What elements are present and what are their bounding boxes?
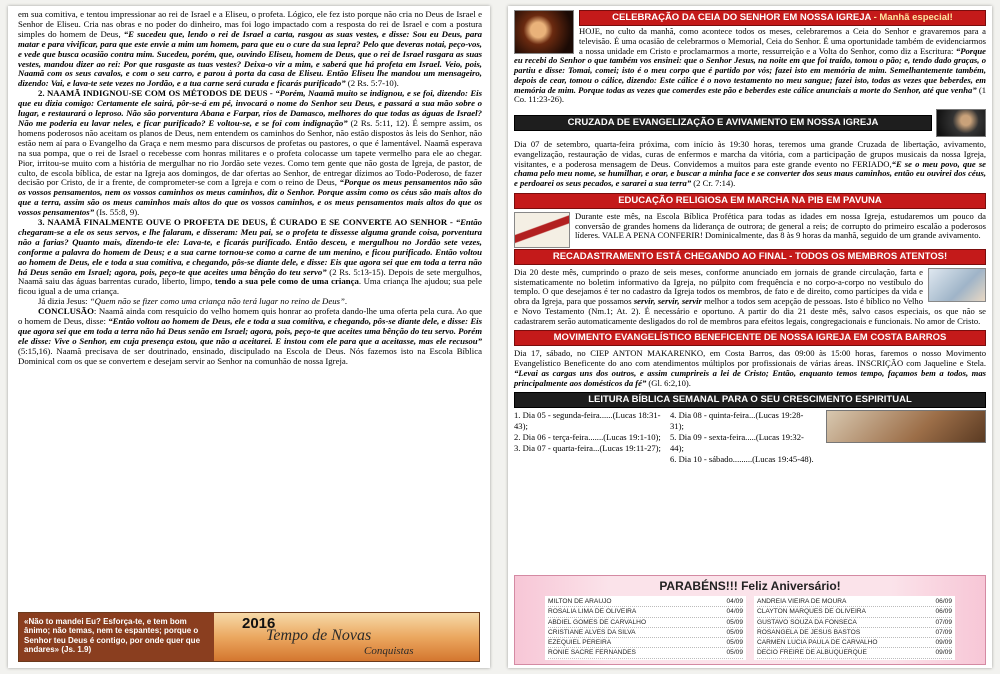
motto-banner <box>18 612 480 662</box>
sermon-point-3: 3. NAAMÃ FINALMENTE OUVE O PROFETA DE DEUS, É CURADO E SE CONVERTE AO SENHOR - “Então chegaram-se a ele os seus servos, e lhe falaram, e disseram: Meu pai, se o profeta te dissesse alguma grande coisa, porventura não a farias? Quanto mais, dizendo-te ele: Lava-te, e ficarás purificado. Então desceu, e mergulhou no Jordão sete vezes, conforme a palavra do homem de Deus; e a sua carne tornou-se como a carne de um menino, e ficou purificado. Então voltou ao homem de Deus, ele e toda a sua comitiva, e chegando, pôs-se diante dele, e disse: Eis que agora sei que em toda a terra não há Deus senão em Israel; agora, pois, peço-te que aceites uma bênção do teu servo” (2 Rs. 5:13-15). Depois de sete mergulhos, Naamã saiu das águas barrentas curado, liberto, limpo, tendo a sua pele como de uma criança. Uma criança lhe ajudou; sua pele ficou igual a de uma criança. <box>18 217 482 297</box>
jesus-quote: Já dizia Jesus: “Quem não se fizer como uma criança não terá lugar no reino de Deus”. <box>38 296 348 307</box>
reading-item: 4. Dia 08 - quinta-feira...(Lucas 19:28-31); <box>670 410 804 432</box>
cruzada-text: Dia 07 de setembro, quarta-feira próxima, com início às 19:30 horas, teremos uma grande Cruzada de libertação, avivamento, evangelização, restauração de vidas, curas de enfermos e marcha da vitória, com a participação de grupos musicais da nossa Igreja, visitantes, e a poderosa mensagem de Deus. Convidemos a muitos para este grande evento no FERIADO,“E se o meu povo, que se chama pelo meu nome, se humilhar, e orar, e buscar a minha face e se converter dos seus maus caminhos, então eu ouvirei dos céus, e perdoarei os seus pecados, e sararei a sua terra” (2 Cr. 7:14). <box>514 139 986 188</box>
preacher-image <box>936 109 986 137</box>
banner-verse: «Não to mandei Eu? Esforça-te, e tem bom ânimo; não temas, nem te espantes; porque o Senhor teu Deus é contigo, por onde quer que andares» (Js. 1.9) <box>19 613 214 661</box>
reading-item: 6. Dia 10 - sábado.........(Lucas 19:45-48). <box>670 454 814 465</box>
sermon-conclusion: CONCLUSÃO: Naamã ainda com resquício do velho homem quis honrar ao profeta dando-lhe uma oferta pela cura. Ao que o homem de Deus, disse: “Então voltou ao homem de Deus, ele e toda a sua comitiva, e chegando, pôs-se diante dele, e disse: Eis que agora sei que em toda a terra não há Deus senão em Israel; agora, pois, peço-te que aceites uma bênção do teu servo. Porém ele disse: Vive o Senhor, em cuja presença estou, que não a aceitarei. E instou com ele para que a aceitasse, mas ele recusou” (5:15,16). Naamã precisava de ser doutrinado, ensinado, discipulado na Escola de Deus. Nós fazemos isto na Escola Bíblica Dominical com os que se convertem e desejam servir ao Senhor na comunhão de nossa Igreja. <box>18 306 482 366</box>
birthday-row: ROSANGELA DE JESUS BASTOS 07/09 <box>757 628 952 638</box>
birthday-row: CARMEN LUCIA PAULA DE CARVALHO 09/09 <box>757 638 952 648</box>
banner-title: Tempo de Novas <box>266 627 372 644</box>
section-ceia <box>514 10 986 109</box>
section-recadastramento <box>514 249 986 331</box>
educacao-text: Durante este mês, na Escola Bíblica Profética para todas as idades em nossa Igreja, estudaremos um pouco da conversão de grandes homens da liderança de outrora; de general a reis; de corrupto do primeiro escalão a poderosos líderes. VALE A PENA CONFERIR! Dominicalmente, das 8 às 9 horas da manhã, seguido de um grande avivamento. <box>575 210 986 241</box>
birthday-row: CLAYTON MARQUES DE OLIVEIRA 06/09 <box>757 607 952 617</box>
reading-item: 5. Dia 09 - sexta-feira.....(Lucas 19:32-44); <box>670 432 804 454</box>
birthday-row: CRISTIANE ALVES DA SILVA 05/09 <box>548 628 743 638</box>
recadastramento-heading: RECADASTRAMENTO ESTÁ CHEGANDO AO FINAL - TODOS OS MEMBROS ATENTOS! <box>514 249 986 265</box>
banner-title-area <box>214 613 479 661</box>
birthday-row: GUSTAVO SOUZA DA FONSECA 07/09 <box>757 618 952 628</box>
reading-image <box>826 410 986 443</box>
reading-item: 2. Dia 06 - terça-feira.......(Lucas 19:1-10); <box>514 432 661 443</box>
movimento-text: Dia 17, sábado, no CIEP ANTON MAKARENKO, em Costa Barros, das 09:00 às 15:00 horas, faremos o nosso Movimento Evangelístico Beneficente do ano com atendimentos múltiplos por profissionais de várias áreas. INSCRIÇÃO com Jaqueline e Stela. “Levai as cargas uns dos outros, e assim cumprireis a lei de Cristo; Então, enquanto temos tempo, façamos bem a todos, mas principalmente aos domésticos da fé” (Gl. 6:2,10). <box>514 348 986 388</box>
birthday-row: ROSALIA LIMA DE OLIVEIRA 04/09 <box>548 607 743 617</box>
left-page <box>8 6 490 668</box>
reading-item: 1. Dia 05 - segunda-feira......(Lucas 18:31-43); <box>514 410 661 432</box>
birthday-row: ANDREIA VIEIRA DE MOURA 06/09 <box>757 597 952 607</box>
birthday-list-right <box>754 596 955 660</box>
point-3-heading: 3. NAAMÃ FINALMENTE OUVE O PROFETA DE DEUS, É CURADO E SE CONVERTE AO SENHOR <box>38 217 448 228</box>
birthday-title: PARABÉNS!!! Feliz Aniversário! <box>659 579 841 593</box>
bible-image <box>514 212 570 248</box>
right-page <box>508 6 992 668</box>
form-image <box>928 268 986 302</box>
ceia-text: HOJE, no culto da manhã, como acontece todos os meses, celebraremos a Ceia do Senhor e gravaremos para a televisão. É uma ocasião de celebrarmos o Memorial, Ceia do Senhor. É uma oportunidade também de evidenciarmos a nossa unidade em Cristo e proclamarmos a morte, ressurreição e a Volta do Senhor, como diz a Escritura: “Porque eu recebi do Senhor o que também vos ensinei: que o Senhor Jesus, na noite em que foi traído, tomou o pão; e, tendo dado graças, o partiu e disse: Tomai, comei; isto é o meu corpo que é partido por vós; fazei isto em memória de mim. Semelhantemente também, depois de cear, tomou o cálice, dizendo: Este cálice é o novo testamento no meu sangue; fazei isto, todas as vezes que beberdes, em memória de mim. Porque todas as vezes que comerdes este pão e beberdes este cálice anunciais a morte do Senhor, até que venha” (1 Co. 11:23-26). <box>514 26 986 105</box>
birthday-row: ABDIEL GOMES DE CARVALHO 05/09 <box>548 618 743 628</box>
movimento-heading: MOVIMENTO EVANGELÍSTICO BENEFICENTE DE NOSSA IGREJA EM COSTA BARROS <box>514 330 986 346</box>
cruzada-heading: CRUZADA DE EVANGELIZAÇÃO E AVIVAMENTO EM NOSSA IGREJA <box>514 115 932 131</box>
reading-list <box>514 410 986 465</box>
conclusion-heading: CONCLUSÃO <box>38 306 94 317</box>
birthday-row: MILTON DE ARAUJO 04/09 <box>548 597 743 607</box>
educacao-heading: EDUCAÇÃO RELIGIOSA EM MARCHA NA PIB EM PAVUNA <box>514 193 986 209</box>
birthday-box <box>514 575 986 665</box>
ceia-heading: CELEBRAÇÃO DA CEIA DO SENHOR EM NOSSA IGREJA - Manhã especial! <box>579 10 986 26</box>
sermon-point-2: 2. NAAMÃ INDIGNOU-SE COM OS MÉTODOS DE DEUS - “Porém, Naamã muito se indignou, e se foi, dizendo: Eis que eu dizia comigo: Certamente ele sairá, pôr-se-á em pé, invocará o nome do Senhor seu Deus, e passará a sua mão sobre o lugar, e restaurará o leproso. Não são porventura Abana e Farpar, rios de Damasco, melhores do que todas as águas de Israel? Não me poderia eu lavar neles, e ficar purificado? E voltou-se, e se foi com indignação” (2 Rs. 5:11, 12). É sempre assim, os homens poderosos não aceitam os planos de Deus, nem entendem os caminhos do Senhor, não estão dispostos às leis do Senhor, não estão nem aí para o Evangelho da Graça e nem mesmo para discursos de profetas ou pastores, o que é lamentável. Naamã esperava na sua pompa, que o rei de Israel o recebesse com honras militares e o profeta colocasse um tapete vermelho para ele ao chegar. Pior, irritou-se muito com a história de mergulhar no rio Jordão sete vezes. Como tem gente que não gosta de Igreja, de pastor, de culto, de escola bíblica, de estar na Igreja aos domingos, de dar ofertas ao Senhor, de entregar dízimos ao Todo-Poderoso, de fazer decisão por Cristo, de ir a frente, de comprometer-se com a Igreja e com o reino de Deus, “Porque os meus pensamentos não são os vossos pensamentos, nem os vossos caminhos os meus caminhos, diz o Senhor. Porque assim como os céus são mais altos do que a terra, assim são os meus caminhos mais altos do que os vossos caminhos, e os meus pensamentos mais altos do que os vossos pensamentos” (Is. 55:8, 9). <box>18 88 483 218</box>
reading-item: 3. Dia 07 - quarta-feira...(Lucas 19:11-27); <box>514 443 661 454</box>
section-cruzada <box>514 109 986 189</box>
recadastramento-text: Dia 20 deste mês, cumprindo o prazo de seis meses, conforme anunciado em jornais de grande circulação, farta e sistematicamente no boletim informativo da Igreja, no púlpito com frequência e no corpo-a-corpo no vestíbulo do templo. O que desejamos é ter no cadastro da Igreja todos os membros, de fato e de direito, como partícipes da vida e obra da Igreja, para que possamos servir, servir, servir melhor a todos sem acepção de pessoas. Isto é bíblico no Velho e Novo Testamento (Nm.1; At. 2). É necessário e oportuno. A partir do dia 21 deste mês, salvo casos especiais, os que não se cadastrarem serão automaticamente desligados do rol de membros para efeitos legais, congregacionais e funcionais. No amor de Cristo. <box>514 266 986 326</box>
point-2-heading: 2. NAAMÃ INDIGNOU-SE COM OS MÉTODOS DE DEUS <box>38 88 268 99</box>
birthday-row: RONIE SACRE FERNANDES 05/09 <box>548 648 743 658</box>
birthday-list-left <box>545 596 746 660</box>
sermon-paragraph-1: em sua comitiva, e tentou impressionar ao rei de Israel e a Eliseu, o profeta. Lógico, ele fez isto porque não cria no Deus de Israel e Senhor de Eliseu. Cria nas obras e no poder do dinheiro, mas foi logo impactado com a resposta do rei de Israel e com a postura simples do homem de Deus, “E sucedeu que, lendo o rei de Israel a carta, rasgou as suas vestes, e disse: Sou eu Deus, para matar e para vivificar, para que este envie a mim um homem, para que eu o cure da sua lepra? Pelo que deveras notai, peço-vos, e vede que busca ocasião contra mim. Sucedeu, porém, que, ouvindo Eliseu, homem de Deus, que o rei de Israel rasgara as suas vestes, mandou dizer ao rei: Por que rasgaste as tuas vestes? Deixa-o vir a mim, e saberá que há profeta em Israel. Veio, pois, Naamã com os seus cavalos, e com o seu carro, e parou à porta da casa de Eliseu. Então Eliseu lhe mandou um mensageiro, dizendo: Vai, e lava-te sete vezes no Jordão, e a tua carne será curada e ficarás purificado” (2 Rs. 5:7-10). <box>18 9 482 89</box>
birthday-row: EZEQUIEL PEREIRA 05/09 <box>548 638 743 648</box>
communion-image <box>514 10 574 54</box>
section-leitura <box>514 392 986 465</box>
birthday-row: DECIO FREIRE DE ALBUQUERQUE 09/09 <box>757 648 952 658</box>
leitura-heading: LEITURA BÍBLICA SEMANAL PARA O SEU CRESCIMENTO ESPIRITUAL <box>514 392 986 408</box>
banner-subtitle: Conquistas <box>364 645 414 657</box>
section-educacao <box>514 193 986 249</box>
section-movimento <box>514 330 986 388</box>
banner-year: 2016 <box>242 615 276 632</box>
